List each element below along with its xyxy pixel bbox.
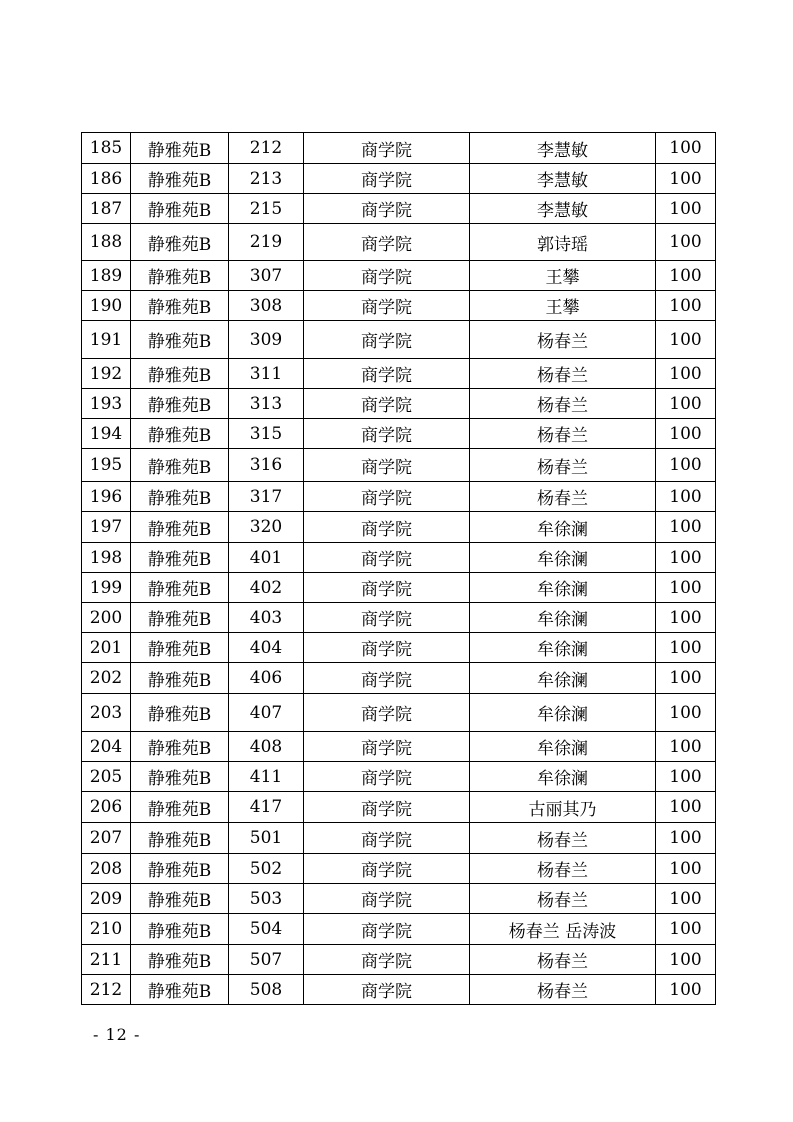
row-number-cell: 206 [82,792,131,823]
building-cell: 静雅苑B [131,792,229,823]
row-number-cell: 188 [82,224,131,261]
college-cell: 商学院 [304,133,470,164]
table-row [82,449,716,482]
teacher-name-cell: 李慧敏 [470,194,656,224]
table-row [82,732,716,762]
building-cell: 静雅苑B [131,419,229,449]
score-cell: 100 [656,389,716,419]
row-number-cell: 207 [82,823,131,854]
row-number-cell: 201 [82,633,131,663]
college-cell: 商学院 [304,854,470,884]
college-cell: 商学院 [304,449,470,482]
building-cell: 静雅苑B [131,543,229,573]
room-number-cell: 219 [229,224,304,261]
row-number-cell: 186 [82,164,131,194]
teacher-name-cell: 李慧敏 [470,164,656,194]
room-number-cell: 313 [229,389,304,419]
table-row [82,164,716,194]
row-number-cell: 194 [82,419,131,449]
row-number-cell: 200 [82,603,131,633]
building-cell: 静雅苑B [131,291,229,321]
college-cell: 商学院 [304,224,470,261]
row-number-cell: 202 [82,663,131,694]
building-cell: 静雅苑B [131,884,229,914]
building-cell: 静雅苑B [131,224,229,261]
room-number-cell: 311 [229,359,304,389]
row-number-cell: 192 [82,359,131,389]
table-row [82,854,716,884]
room-number-cell: 408 [229,732,304,762]
building-cell: 静雅苑B [131,663,229,694]
teacher-name-cell: 杨春兰 [470,945,656,975]
table-row [82,261,716,291]
room-number-cell: 402 [229,573,304,603]
building-cell: 静雅苑B [131,482,229,512]
college-cell: 商学院 [304,321,470,359]
teacher-name-cell: 牟徐澜 [470,762,656,792]
score-cell: 100 [656,975,716,1005]
room-number-cell: 308 [229,291,304,321]
college-cell: 商学院 [304,164,470,194]
dormitory-score-table [81,132,716,1005]
row-number-cell: 210 [82,914,131,945]
score-cell: 100 [656,419,716,449]
college-cell: 商学院 [304,792,470,823]
teacher-name-cell: 杨春兰 [470,823,656,854]
teacher-name-cell: 杨春兰 [470,482,656,512]
table-row [82,291,716,321]
teacher-name-cell: 牟徐澜 [470,663,656,694]
table-row [82,694,716,732]
room-number-cell: 320 [229,512,304,543]
teacher-name-cell: 古丽其乃 [470,792,656,823]
score-cell: 100 [656,914,716,945]
table-row [82,884,716,914]
table-row [82,419,716,449]
table-row [82,482,716,512]
row-number-cell: 197 [82,512,131,543]
row-number-cell: 209 [82,884,131,914]
teacher-name-cell: 杨春兰 [470,419,656,449]
college-cell: 商学院 [304,419,470,449]
score-cell: 100 [656,603,716,633]
row-number-cell: 187 [82,194,131,224]
room-number-cell: 501 [229,823,304,854]
table-row [82,573,716,603]
score-cell: 100 [656,694,716,732]
table-row [82,133,716,164]
table-row [82,194,716,224]
score-cell: 100 [656,732,716,762]
room-number-cell: 215 [229,194,304,224]
score-cell: 100 [656,449,716,482]
building-cell: 静雅苑B [131,603,229,633]
teacher-name-cell: 杨春兰 [470,884,656,914]
teacher-name-cell: 牟徐澜 [470,573,656,603]
score-cell: 100 [656,792,716,823]
room-number-cell: 502 [229,854,304,884]
building-cell: 静雅苑B [131,823,229,854]
row-number-cell: 199 [82,573,131,603]
table-row [82,543,716,573]
score-cell: 100 [656,194,716,224]
building-cell: 静雅苑B [131,633,229,663]
teacher-name-cell: 牟徐澜 [470,732,656,762]
room-number-cell: 503 [229,884,304,914]
room-number-cell: 508 [229,975,304,1005]
table-row [82,945,716,975]
row-number-cell: 189 [82,261,131,291]
teacher-name-cell: 郭诗瑶 [470,224,656,261]
college-cell: 商学院 [304,945,470,975]
room-number-cell: 417 [229,792,304,823]
building-cell: 静雅苑B [131,694,229,732]
teacher-name-cell: 杨春兰 [470,975,656,1005]
row-number-cell: 196 [82,482,131,512]
room-number-cell: 316 [229,449,304,482]
score-cell: 100 [656,854,716,884]
score-cell: 100 [656,133,716,164]
row-number-cell: 195 [82,449,131,482]
score-cell: 100 [656,224,716,261]
room-number-cell: 504 [229,914,304,945]
building-cell: 静雅苑B [131,133,229,164]
teacher-name-cell: 牟徐澜 [470,603,656,633]
room-number-cell: 401 [229,543,304,573]
building-cell: 静雅苑B [131,449,229,482]
college-cell: 商学院 [304,512,470,543]
table-row [82,389,716,419]
table-row [82,224,716,261]
page-number: - 12 - [93,1025,141,1044]
college-cell: 商学院 [304,194,470,224]
college-cell: 商学院 [304,732,470,762]
college-cell: 商学院 [304,762,470,792]
building-cell: 静雅苑B [131,573,229,603]
college-cell: 商学院 [304,663,470,694]
college-cell: 商学院 [304,543,470,573]
score-cell: 100 [656,762,716,792]
college-cell: 商学院 [304,573,470,603]
table-row [82,603,716,633]
teacher-name-cell: 杨春兰 [470,321,656,359]
teacher-name-cell: 牟徐澜 [470,633,656,663]
room-number-cell: 212 [229,133,304,164]
score-cell: 100 [656,633,716,663]
teacher-name-cell: 李慧敏 [470,133,656,164]
room-number-cell: 307 [229,261,304,291]
score-cell: 100 [656,884,716,914]
building-cell: 静雅苑B [131,914,229,945]
score-cell: 100 [656,573,716,603]
row-number-cell: 211 [82,945,131,975]
row-number-cell: 205 [82,762,131,792]
college-cell: 商学院 [304,914,470,945]
room-number-cell: 404 [229,633,304,663]
room-number-cell: 406 [229,663,304,694]
building-cell: 静雅苑B [131,732,229,762]
teacher-name-cell: 杨春兰 [470,359,656,389]
room-number-cell: 315 [229,419,304,449]
row-number-cell: 208 [82,854,131,884]
row-number-cell: 212 [82,975,131,1005]
row-number-cell: 204 [82,732,131,762]
building-cell: 静雅苑B [131,854,229,884]
row-number-cell: 193 [82,389,131,419]
building-cell: 静雅苑B [131,975,229,1005]
row-number-cell: 190 [82,291,131,321]
college-cell: 商学院 [304,975,470,1005]
score-cell: 100 [656,823,716,854]
college-cell: 商学院 [304,633,470,663]
score-cell: 100 [656,945,716,975]
teacher-name-cell: 杨春兰 [470,854,656,884]
table-row [82,359,716,389]
row-number-cell: 203 [82,694,131,732]
score-cell: 100 [656,512,716,543]
college-cell: 商学院 [304,823,470,854]
teacher-name-cell: 王攀 [470,291,656,321]
teacher-name-cell: 杨春兰 [470,389,656,419]
teacher-name-cell: 杨春兰 岳涛波 [470,914,656,945]
row-number-cell: 198 [82,543,131,573]
college-cell: 商学院 [304,291,470,321]
teacher-name-cell: 杨春兰 [470,449,656,482]
building-cell: 静雅苑B [131,321,229,359]
building-cell: 静雅苑B [131,945,229,975]
score-cell: 100 [656,359,716,389]
score-cell: 100 [656,164,716,194]
table-row [82,792,716,823]
college-cell: 商学院 [304,884,470,914]
building-cell: 静雅苑B [131,389,229,419]
table-row [82,512,716,543]
college-cell: 商学院 [304,359,470,389]
college-cell: 商学院 [304,482,470,512]
table-row [82,914,716,945]
table-row [82,633,716,663]
teacher-name-cell: 牟徐澜 [470,543,656,573]
score-cell: 100 [656,543,716,573]
table-body [82,133,716,1005]
room-number-cell: 407 [229,694,304,732]
score-cell: 100 [656,261,716,291]
building-cell: 静雅苑B [131,359,229,389]
score-cell: 100 [656,663,716,694]
teacher-name-cell: 牟徐澜 [470,694,656,732]
college-cell: 商学院 [304,603,470,633]
score-cell: 100 [656,291,716,321]
room-number-cell: 213 [229,164,304,194]
college-cell: 商学院 [304,261,470,291]
table-row [82,823,716,854]
room-number-cell: 403 [229,603,304,633]
building-cell: 静雅苑B [131,194,229,224]
building-cell: 静雅苑B [131,261,229,291]
room-number-cell: 411 [229,762,304,792]
table-row [82,762,716,792]
row-number-cell: 185 [82,133,131,164]
building-cell: 静雅苑B [131,762,229,792]
college-cell: 商学院 [304,389,470,419]
score-cell: 100 [656,321,716,359]
table-row [82,663,716,694]
teacher-name-cell: 牟徐澜 [470,512,656,543]
building-cell: 静雅苑B [131,512,229,543]
building-cell: 静雅苑B [131,164,229,194]
teacher-name-cell: 王攀 [470,261,656,291]
row-number-cell: 191 [82,321,131,359]
score-cell: 100 [656,482,716,512]
room-number-cell: 309 [229,321,304,359]
college-cell: 商学院 [304,694,470,732]
room-number-cell: 507 [229,945,304,975]
table-row [82,321,716,359]
room-number-cell: 317 [229,482,304,512]
table-row [82,975,716,1005]
